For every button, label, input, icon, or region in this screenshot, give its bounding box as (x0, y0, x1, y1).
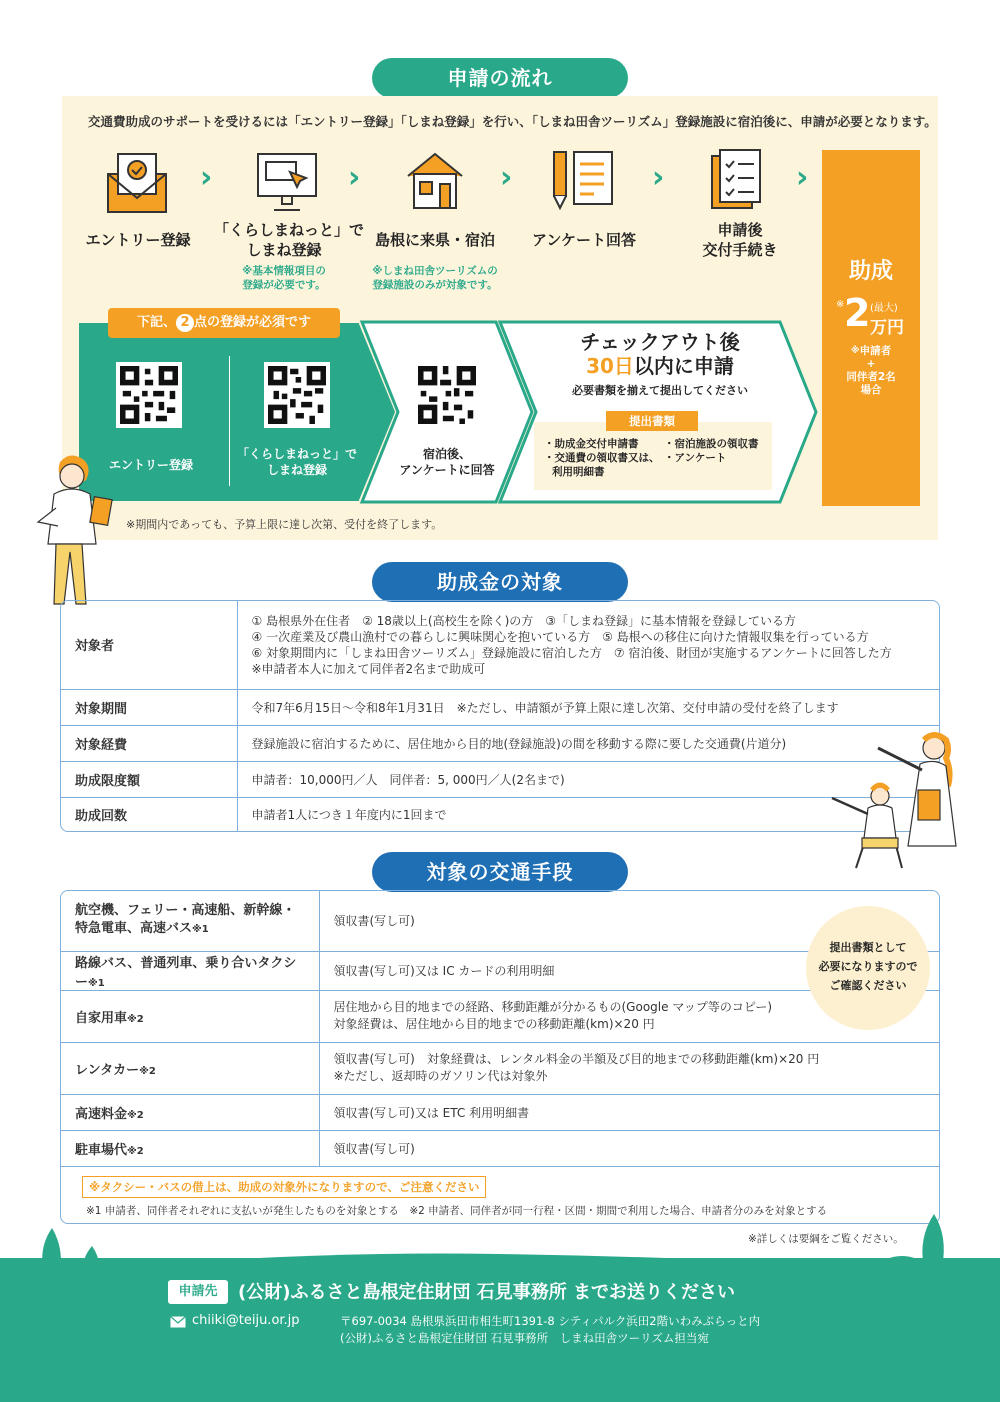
flow-intro-text: 交通費助成のサポートを受けるには「エントリー登録」「しまね登録」を行い、「しまね田舎ツーリズム」登録施設に宿泊後に、申請が必要となります。 (88, 114, 937, 129)
transport-row-body: 領収書(写し可) (319, 1130, 939, 1166)
document-checklist-icon (702, 146, 772, 216)
chevron-right-icon: › (500, 160, 513, 195)
checkout-deadline: チェックアウト後 30日以内に申請 必要書類を揃えて提出してください (572, 330, 748, 397)
step-kurashi-label: 「くらしまねっと」で しまね登録 (214, 221, 365, 259)
target-row-head: 助成限度額 (61, 761, 237, 797)
survey-qr-label: 宿泊後、 アンケートに回答 (399, 447, 495, 477)
required-docs-list-right: ・宿泊施設の領収書 ・アンケート (664, 438, 759, 464)
target-table (61, 601, 939, 831)
transport-row-head: 高速料金※2 (61, 1094, 319, 1130)
computer-cursor-icon (252, 148, 322, 218)
transport-row-head: 駐車場代※2 (61, 1130, 319, 1166)
step-survey-label: アンケート回答 (531, 231, 637, 249)
email-icon (170, 1316, 186, 1328)
target-row-applicant (61, 601, 939, 689)
target-row-head: 助成回数 (61, 797, 237, 831)
pencil-memo-icon (548, 146, 618, 216)
transport-footnote: ※1 申請者、同伴者それぞれに支払いが発生したものを対象とする ※2 申請者、同伴者が同一行程・区間・期間で利用した場合、申請者分のみを対象とする (86, 1205, 828, 1217)
chevron-right-icon: › (652, 160, 665, 195)
target-row-body: 申請者：10,000円／人 同伴者：5, 000円／人(2名まで) (237, 761, 939, 797)
person-with-tablet-illustration (26, 448, 126, 610)
transport-row-head: 航空機、フェリー・高速船、新幹線・ 特急電車、高速バス※1 (61, 891, 319, 951)
kurashi-qr-label: 「くらしまねっと」で しまね登録 (236, 447, 357, 477)
transport-row-body: 領収書(写し可)又は IC カードの利用明細 (319, 951, 939, 990)
transport-row-head: 自家用車※2 (61, 990, 319, 1042)
transport-row (61, 1130, 939, 1166)
parent-child-illustration (822, 730, 972, 880)
target-row-head: 対象経費 (61, 725, 237, 761)
required-docs-list-left: ・助成金交付申請書 ・交通費の領収書又は、 利用明細書 (544, 438, 660, 478)
charter-warning: ※タクシー・バスの借上は、助成の対象外になりますので、ご注意ください (82, 1176, 486, 1198)
entry-qr-code[interactable] (116, 362, 182, 428)
target-row-head: 対象期間 (61, 689, 237, 725)
transport-row (61, 1042, 939, 1094)
required-docs-title: 提出書類 (606, 411, 698, 431)
transport-table (61, 891, 939, 1167)
grant-note: ※申請者 + 同伴者2名 場合 (846, 345, 896, 396)
step-kurashi-note: ※基本情報項目の 登録が必要です。 (242, 265, 326, 291)
target-row-limit (61, 761, 939, 797)
kurashi-qr-code[interactable] (264, 362, 330, 428)
target-row-period (61, 689, 939, 725)
step-entry-label: エントリー登録 (85, 231, 191, 249)
target-section-title: 助成金の対象 (372, 562, 628, 602)
chevron-right-icon: › (200, 160, 213, 195)
house-icon (400, 146, 470, 216)
transport-section-title: 対象の交通手段 (372, 852, 628, 892)
transport-row-body: 領収書(写し可) (319, 891, 939, 951)
details-note: ※詳しくは要綱をご覧ください。 (748, 1233, 904, 1245)
transport-row-body: 居住地から目的地までの経路、移動距離が分かるもの(Google マップ等のコピー) 対象経費は、居住地から目的地までの移動距離(km)×20 円 (319, 990, 939, 1042)
grant-amount: ※ 2 (最大) 万円 (836, 291, 904, 338)
envelope-check-icon (102, 148, 172, 218)
grant-title: 助成 (848, 259, 893, 284)
chevron-right-icon: › (796, 160, 809, 195)
target-row-body: 令和7年6月15日～令和8年1月31日 ※ただし、申請額が予算上限に達し次第、交付申請の受付を終了します (237, 689, 939, 725)
transport-row (61, 1094, 939, 1130)
transport-row-body: 領収書(写し可) 対象経費は、レンタル料金の半額及び目的地までの移動距離(km)×20 円 ※ただし、返却時のガソリン代は対象外 (319, 1042, 939, 1094)
target-row-body: ① 島根県外在住者 ② 18歳以上(高校生を除く)の方 ③「しまね登録」に基本情報を登録している方 ④ 一次産業及び農山漁村での暮らしに興味関心を抱いている方 ⑤ 島根への移住に向けた情報収集を行っている方 ⑥ 対象期間内に「しまね田舎ツーリズム」登録施設に宿泊した方 ⑦ 宿泊後、財団が実施するアンケートに回答した方 ※申請者本人に加えて同伴者2名まで助成可 (237, 601, 939, 689)
chevron-right-icon: › (348, 160, 361, 195)
footer-email-link[interactable]: chiiki@teiju.or.jp (192, 1313, 300, 1328)
flow-section-title: 申請の流れ (372, 58, 628, 98)
transport-row-body: 領収書(写し可)又は ETC 利用明細書 (319, 1094, 939, 1130)
grant-column (822, 150, 920, 506)
transport-row-head: 路線バス、普通列車、乗り合いタクシー※1 (61, 951, 319, 990)
transport-row (61, 990, 939, 1042)
target-row-head: 対象者 (61, 601, 237, 689)
target-row-count (61, 797, 939, 831)
step-visit-note: ※しまね田舎ツーリズムの 登録施設のみが対象です。 (372, 265, 498, 291)
required-registration-banner: 下記、 2 点の登録が必須です (108, 308, 340, 338)
survey-qr-code[interactable] (414, 362, 480, 428)
step-visit-label: 島根に来県・宿泊 (374, 231, 495, 249)
check-docs-bubble: 提出書類として 必要になりますので ご確認ください (806, 906, 930, 1030)
footer-address: 〒697-0034 島根県浜田市相生町1391-8 シティパルク浜田2階いわみぷらっと内 (公財)ふるさと島根定住財団 石見事務所 しまね田舎ツーリズム担当宛 (340, 1314, 761, 1345)
transport-row-head: レンタカー※2 (61, 1042, 319, 1094)
target-row-expense (61, 725, 939, 761)
footer-badge: 申請先 (168, 1280, 228, 1304)
period-note: ※期間内であっても、予算上限に達し次第、受付を終了します。 (126, 518, 443, 531)
entry-qr-label: エントリー登録 (108, 458, 193, 472)
target-row-body: 登録施設に宿泊するために、居住地から目的地(登録施設)の間を移動する際に要した交通費(片道分) (237, 725, 939, 761)
step-apply-label: 申請後 交付手続き (702, 221, 778, 259)
footer-headline: (公財)ふるさと島根定住財団 石見事務所 までお送りください (238, 1282, 735, 1303)
target-row-body: 申請者1人につき１年度内に1回まで (251, 807, 447, 822)
